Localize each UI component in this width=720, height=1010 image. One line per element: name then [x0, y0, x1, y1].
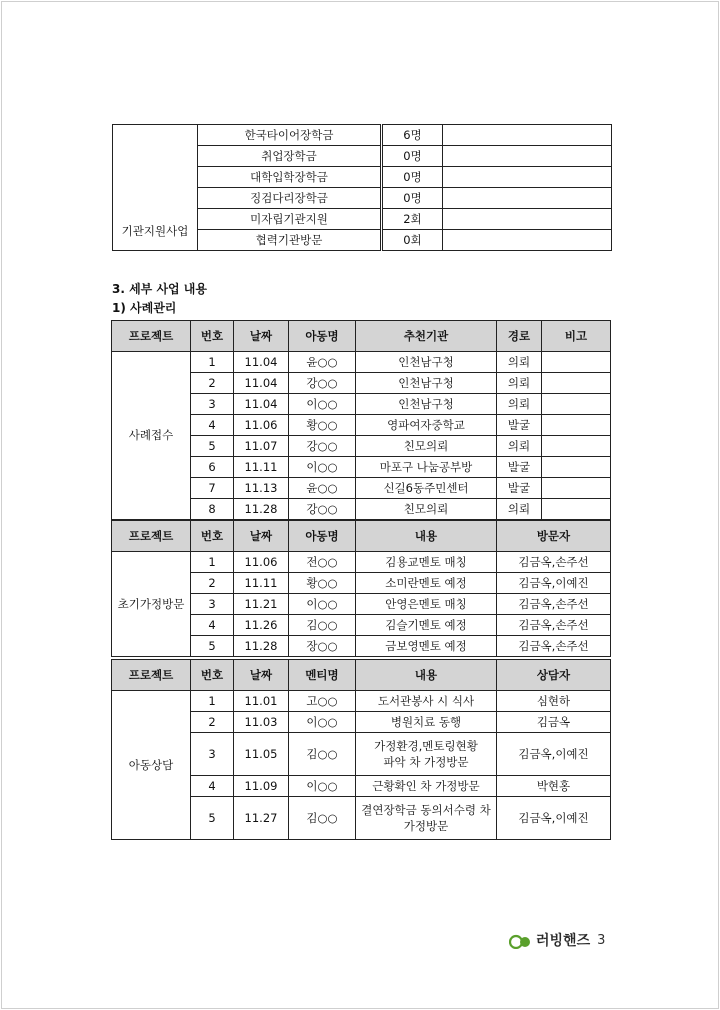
- content-cell: 김슬기멘토 예정: [356, 615, 497, 636]
- number-cell: 3: [191, 594, 234, 615]
- item-name-cell: 취업장학금: [198, 146, 382, 167]
- column-header: 아동명: [289, 321, 356, 352]
- content-line: 가정방문: [403, 818, 449, 833]
- content-cell: 소미란멘토 예정: [356, 573, 497, 594]
- date-cell: 11.06: [234, 552, 289, 573]
- number-cell: 4: [191, 776, 234, 797]
- referral-agency-cell: 인천남구청: [356, 352, 497, 373]
- date-cell: 11.27: [234, 797, 289, 840]
- content-line: 병원치료 동행: [390, 714, 462, 729]
- item-value-cell: 0명: [382, 167, 443, 188]
- home-visit-table: [111, 520, 611, 657]
- item-note-cell: [443, 167, 612, 188]
- column-header: 날짜: [234, 660, 289, 691]
- header-row: [112, 321, 611, 352]
- mentee-name-cell: 김○○: [289, 733, 356, 776]
- item-note-cell: [443, 209, 612, 230]
- column-header: 프로젝트: [112, 660, 191, 691]
- content-cell: 김용교멘토 매칭: [356, 552, 497, 573]
- content-cell: [356, 712, 497, 733]
- date-cell: 11.13: [234, 478, 289, 499]
- column-header: 날짜: [234, 321, 289, 352]
- mentee-name-cell: 이○○: [289, 776, 356, 797]
- content-cell: [356, 797, 497, 840]
- content-cell: [356, 691, 497, 712]
- referral-agency-cell: 인천남구청: [356, 394, 497, 415]
- number-cell: 1: [191, 352, 234, 373]
- number-cell: 4: [191, 615, 234, 636]
- number-cell: 2: [191, 573, 234, 594]
- date-cell: 11.04: [234, 373, 289, 394]
- child-name-cell: 황○○: [289, 573, 356, 594]
- date-cell: 11.03: [234, 712, 289, 733]
- column-header: 추천기관: [356, 321, 497, 352]
- visitor-cell: 김금옥,손주선: [497, 615, 611, 636]
- remark-cell: [542, 499, 611, 520]
- item-name-cell: 협력기관방문: [198, 230, 382, 251]
- child-name-cell: 이○○: [289, 394, 356, 415]
- content-cell: [356, 776, 497, 797]
- content-line: 파악 차 가정방문: [383, 754, 469, 769]
- number-cell: 4: [191, 415, 234, 436]
- column-header: 내용: [356, 521, 497, 552]
- section-subheading: 1) 사례관리: [112, 301, 177, 315]
- date-cell: 11.04: [234, 352, 289, 373]
- child-name-cell: 황○○: [289, 415, 356, 436]
- route-cell: 의뢰: [497, 352, 542, 373]
- date-cell: 11.28: [234, 636, 289, 657]
- referral-agency-cell: 친모의뢰: [356, 499, 497, 520]
- column-header: 번호: [191, 660, 234, 691]
- date-cell: 11.26: [234, 615, 289, 636]
- number-cell: 7: [191, 478, 234, 499]
- child-name-cell: 장○○: [289, 636, 356, 657]
- mentee-name-cell: 김○○: [289, 797, 356, 840]
- item-value-cell: 0명: [382, 188, 443, 209]
- number-cell: 2: [191, 373, 234, 394]
- route-cell: 의뢰: [497, 499, 542, 520]
- number-cell: 3: [191, 394, 234, 415]
- mentee-name-cell: 이○○: [289, 712, 356, 733]
- referral-agency-cell: 마포구 나눔공부방: [356, 457, 497, 478]
- route-cell: 발굴: [497, 457, 542, 478]
- table-row: [112, 552, 611, 573]
- support-table: [112, 124, 612, 251]
- column-header: 멘티명: [289, 660, 356, 691]
- number-cell: 1: [191, 552, 234, 573]
- content-cell: [356, 733, 497, 776]
- child-name-cell: 윤○○: [289, 352, 356, 373]
- table-row: [112, 352, 611, 373]
- child-name-cell: 윤○○: [289, 478, 356, 499]
- group-label-cell: 초기가정방문: [112, 552, 191, 657]
- date-cell: 11.11: [234, 573, 289, 594]
- content-cell: 안영은멘토 매칭: [356, 594, 497, 615]
- route-cell: 의뢰: [497, 436, 542, 457]
- counselor-cell: 김금옥: [497, 712, 611, 733]
- header-row: [112, 521, 611, 552]
- group-label-cell: 아동상담: [112, 691, 191, 840]
- group-label-cell: 사례접수: [112, 352, 191, 520]
- counselor-cell: 심현하: [497, 691, 611, 712]
- referral-agency-cell: 영파여자중학교: [356, 415, 497, 436]
- table-row: [112, 691, 611, 712]
- item-note-cell: [443, 146, 612, 167]
- number-cell: 3: [191, 733, 234, 776]
- route-cell: 발굴: [497, 415, 542, 436]
- item-note-cell: [443, 125, 612, 146]
- item-note-cell: [443, 188, 612, 209]
- group-label-cell: [113, 125, 198, 251]
- counselor-cell: 김금옥,이예진: [497, 733, 611, 776]
- referral-agency-cell: 인천남구청: [356, 373, 497, 394]
- date-cell: 11.07: [234, 436, 289, 457]
- visitor-cell: 김금옥,손주선: [497, 594, 611, 615]
- content-line: 근황확인 차 가정방문: [372, 778, 480, 793]
- column-header: 번호: [191, 321, 234, 352]
- visitor-cell: 김금옥,손주선: [497, 636, 611, 657]
- counselor-cell: 박현홍: [497, 776, 611, 797]
- column-header: 내용: [356, 660, 497, 691]
- content-line: 가정환경,멘토링현황: [374, 738, 478, 753]
- item-value-cell: 0회: [382, 230, 443, 251]
- number-cell: 6: [191, 457, 234, 478]
- date-cell: 11.05: [234, 733, 289, 776]
- date-cell: 11.28: [234, 499, 289, 520]
- visitor-cell: 김금옥,손주선: [497, 552, 611, 573]
- date-cell: 11.04: [234, 394, 289, 415]
- child-name-cell: 이○○: [289, 457, 356, 478]
- visitor-cell: 김금옥,이예진: [497, 573, 611, 594]
- column-header: 경로: [497, 321, 542, 352]
- number-cell: 5: [191, 636, 234, 657]
- column-header: 상담자: [497, 660, 611, 691]
- column-header: 날짜: [234, 521, 289, 552]
- child-name-cell: 김○○: [289, 615, 356, 636]
- column-header: 프로젝트: [112, 321, 191, 352]
- number-cell: 5: [191, 797, 234, 840]
- remark-cell: [542, 436, 611, 457]
- column-header: 아동명: [289, 521, 356, 552]
- counselor-cell: 김금옥,이예진: [497, 797, 611, 840]
- item-name-cell: 대학입학장학금: [198, 167, 382, 188]
- route-cell: 의뢰: [497, 394, 542, 415]
- date-cell: 11.01: [234, 691, 289, 712]
- page-number: 3: [597, 932, 606, 948]
- number-cell: 8: [191, 499, 234, 520]
- item-name-cell: 미자립기관지원: [198, 209, 382, 230]
- child-name-cell: 강○○: [289, 373, 356, 394]
- column-header: 번호: [191, 521, 234, 552]
- child-name-cell: 강○○: [289, 499, 356, 520]
- referral-agency-cell: 친모의뢰: [356, 436, 497, 457]
- number-cell: 5: [191, 436, 234, 457]
- table-row: [113, 125, 612, 146]
- number-cell: 2: [191, 712, 234, 733]
- remark-cell: [542, 352, 611, 373]
- content-line: 결연장학금 동의서수령 차: [361, 802, 491, 817]
- child-name-cell: 이○○: [289, 594, 356, 615]
- item-name-cell: 징검다리장학금: [198, 188, 382, 209]
- remark-cell: [542, 478, 611, 499]
- item-value-cell: 6명: [382, 125, 443, 146]
- route-cell: 의뢰: [497, 373, 542, 394]
- column-header: 비고: [542, 321, 611, 352]
- remark-cell: [542, 415, 611, 436]
- footer: [509, 930, 605, 950]
- counsel-table: [111, 659, 611, 840]
- date-cell: 11.11: [234, 457, 289, 478]
- logo-text: 러빙핸즈: [536, 933, 591, 949]
- group-label: 기관지원사업: [121, 224, 189, 238]
- referral-agency-cell: 신길6동주민센터: [356, 478, 497, 499]
- hands-logo-icon: [509, 931, 533, 949]
- date-cell: 11.06: [234, 415, 289, 436]
- mentee-name-cell: 고○○: [289, 691, 356, 712]
- remark-cell: [542, 373, 611, 394]
- remark-cell: [542, 394, 611, 415]
- header-row: [112, 660, 611, 691]
- item-value-cell: 2회: [382, 209, 443, 230]
- content-line: 도서관봉사 시 식사: [377, 693, 475, 708]
- child-name-cell: 강○○: [289, 436, 356, 457]
- item-value-cell: 0명: [382, 146, 443, 167]
- child-name-cell: 전○○: [289, 552, 356, 573]
- route-cell: 발굴: [497, 478, 542, 499]
- section-heading: 3. 세부 사업 내용: [112, 282, 207, 296]
- date-cell: 11.09: [234, 776, 289, 797]
- number-cell: 1: [191, 691, 234, 712]
- remark-cell: [542, 457, 611, 478]
- date-cell: 11.21: [234, 594, 289, 615]
- content-cell: 금보영멘토 예정: [356, 636, 497, 657]
- case-intake-table: [111, 320, 611, 520]
- item-note-cell: [443, 230, 612, 251]
- item-name-cell: 한국타이어장학금: [198, 125, 382, 146]
- column-header: 방문자: [497, 521, 611, 552]
- column-header: 프로젝트: [112, 521, 191, 552]
